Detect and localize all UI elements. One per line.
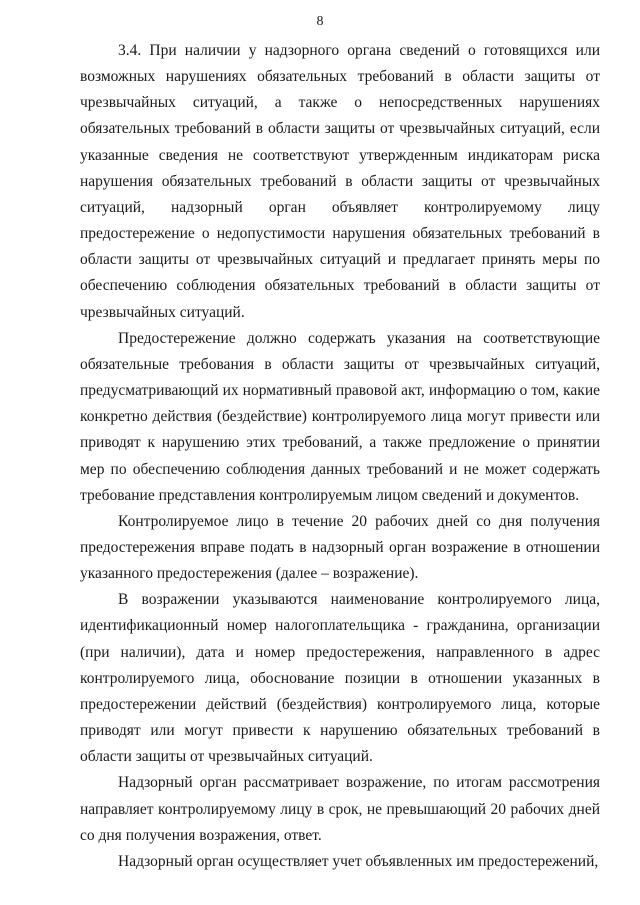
paragraph-objection-content: В возражении указываются наименование контролируемого лица, идентификационный номер налогоплательщика - гражданина, организации (при наличии), дата и номер предостережения, направленного в адрес контролируемого лица, обоснование позиции в отношении указанных в предостережении действий (бездействия) контролируемого лица, которые приводят или могут привести к нарушению обязательных требований в области защиты от чрезвычайных ситуаций. <box>80 591 600 766</box>
paragraph-objection-right: Контролируемое лицо в течение 20 рабочих дней со дня получения предостережения вправе подать в надзорный орган возражение в отношении указанного предостережения (далее – возражение). <box>80 512 600 583</box>
paragraph-objection-review: Надзорный орган рассматривает возражение, по итогам рассмотрения направляет контролируемому лицу в срок, не превышающий 20 рабочих дней со дня получения возражения, ответ. <box>80 774 600 844</box>
paragraph-3-4: 3.4. При наличии у надзорного органа сведений о готовящихся или возможных нарушениях обязательных требований в области защиты от чрезвычайных ситуаций, а также о непосредственных нарушениях обязательных требований в области защиты от чрезвычайных ситуаций, если указанные сведения не соответствуют утвержденным индикаторам риска нарушения обязательных требований в области защиты от чрезвычайных ситуаций, надзорный орган объявляет контролируемому лицу предостережение о недопустимости нарушения обязательных требований в области защиты от чрезвычайных ситуаций и предлагает принять меры по обеспечению соблюдения обязательных требований в области защиты от чрезвычайных ситуаций. <box>80 42 600 321</box>
document-body <box>80 38 600 875</box>
paragraph-warning-registry: Надзорный орган осуществляет учет объявленных им предостережений, <box>118 852 599 870</box>
page-number: 8 <box>316 14 324 29</box>
paragraph-warning-content: Предостережение должно содержать указания на соответствующие обязательные требования в области защиты от чрезвычайных ситуаций, предусматривающий их нормативный правовой акт, информацию о том, какие конкретно действия (бездействие) контролируемого лица могут привести или приводят к нарушению этих требований, а также предложение о принятии мер по обеспечению соблюдения данных требований и не может содержать требование представления контролируемым лицом сведений и документов. <box>80 329 600 504</box>
